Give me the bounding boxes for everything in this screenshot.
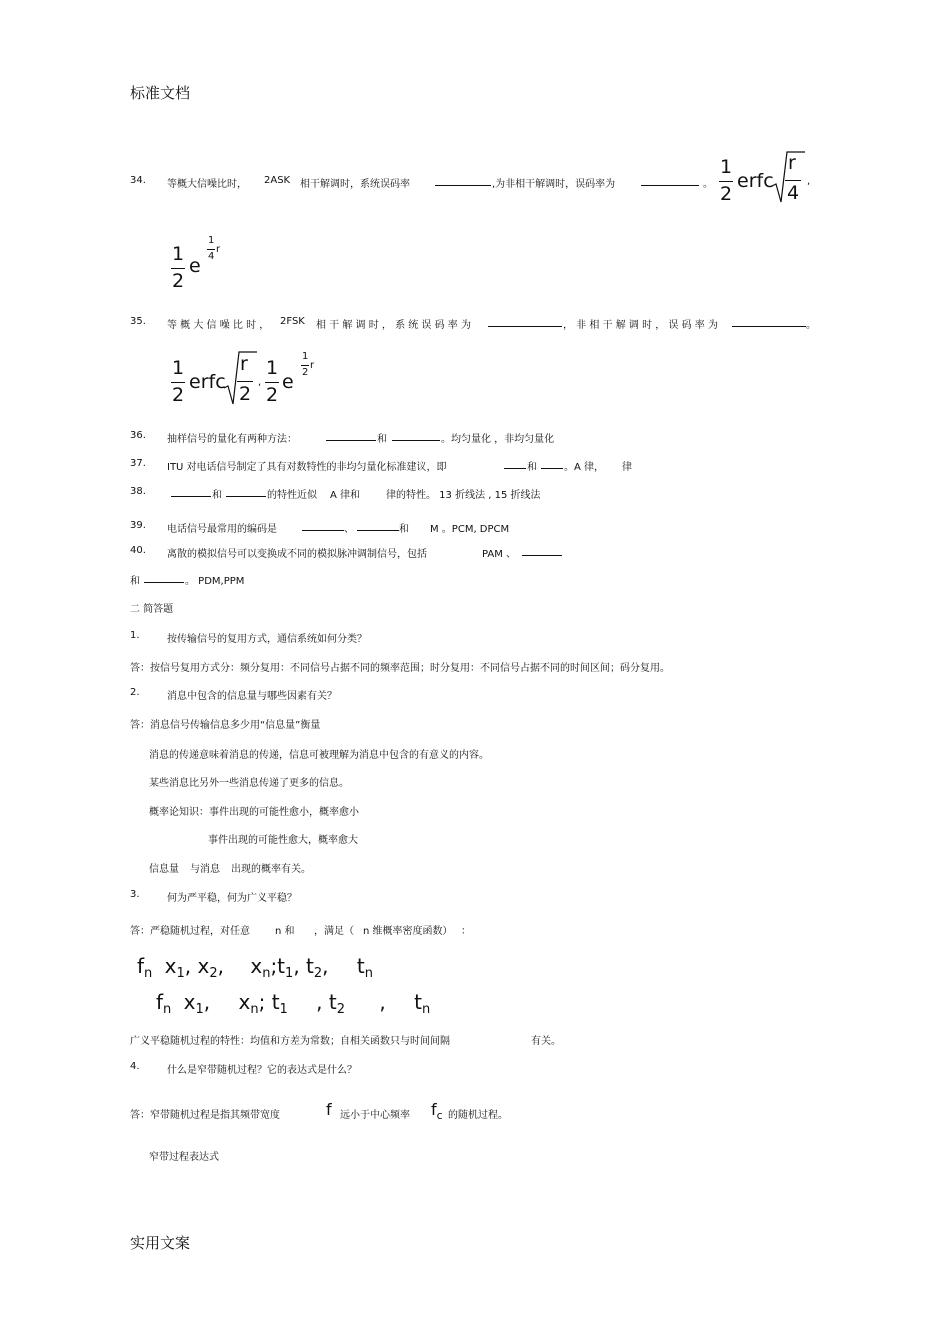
x-symbol: x [164, 954, 177, 978]
question-36-blank-2 [392, 429, 440, 441]
fraction-bar [171, 268, 185, 269]
question-40-text-c: 和 [130, 576, 140, 587]
question-37-text-a: ITU 对电话信号制定了具有对数特性的非均匀量化标准建议，即 [167, 462, 447, 473]
stationarity-formula-line-1 [137, 954, 373, 981]
question-38-blank-2 [226, 485, 266, 497]
question-40-text-b: PAM 、 [482, 549, 517, 560]
question-34-text-d: ,为非相干解调时，误码率为 [492, 179, 616, 190]
fraction-numerator-2: 1 [266, 357, 279, 379]
comma-2: , [379, 990, 386, 1014]
short-answer-3-answer-c: ，满足（ [314, 926, 354, 937]
comma-x: , x [184, 954, 210, 978]
question-34-number: 34. [130, 175, 146, 186]
question-34-text-a: 等概大信噪比时， [167, 179, 247, 190]
fraction-bar [171, 382, 185, 383]
center-frequency-symbol [431, 1100, 443, 1122]
exponent-numerator: 1 [302, 351, 309, 362]
subscript-n: n [163, 1002, 172, 1017]
short-answer-3-number: 3. [130, 889, 140, 900]
section-heading: 二 简答题 [130, 604, 174, 615]
question-37-number: 37. [130, 458, 146, 469]
subscript-n2: n [262, 966, 271, 981]
fraction-numerator: 1 [172, 357, 185, 379]
question-38-blank-1 [171, 485, 211, 497]
page-footer: 实用文案 [130, 1234, 191, 1252]
fraction-denominator: 2 [172, 384, 185, 406]
short-answer-2-answer: 答：消息信号传输信息多少用“信息量”衡量 [130, 720, 321, 731]
short-answer-2-line-5a: 信息量 [149, 864, 179, 875]
question-34-text-c: 相干解调时，系统误码率 [300, 179, 410, 190]
exponent-variable: r [216, 244, 221, 255]
sqrt-fraction-bar [237, 381, 253, 382]
question-40-text-a: 离散的模拟信号可以变换成不同的模拟脉冲调制信号，包括 [167, 549, 427, 560]
erfc-label: erfc [737, 170, 774, 192]
short-answer-2-line-5b: 与消息 [190, 864, 220, 875]
page-header: 标准文档 [130, 84, 191, 102]
question-35-text-b: 2FSK [280, 316, 305, 327]
exponent-variable: r [310, 360, 315, 371]
question-34-text-e: 。 [703, 179, 713, 190]
question-35-blank-2 [732, 315, 806, 327]
question-38-text-b: 和 [212, 490, 222, 501]
sqrt-fraction-bar [785, 180, 801, 181]
fraction-denominator: 2 [172, 270, 185, 292]
question-35-text-e: 。 [806, 320, 816, 331]
question-36-text-b: 和 [377, 434, 387, 445]
question-39-text-b: 、 [344, 524, 354, 535]
question-35-text-c: 相 干 解 调 时 ， 系 统 误 码 率 为 [316, 320, 471, 331]
short-answer-2-line-5c: 出现的概率有关。 [231, 864, 311, 875]
short-answer-2-question: 消息中包含的信息量与哪些因素有关？ [167, 691, 337, 702]
question-39-text-d: M 。PCM, DPCM [430, 524, 510, 535]
subscript-n3: n [421, 1002, 431, 1017]
formula-comma: , [807, 176, 811, 187]
fraction-numerator: 1 [720, 156, 733, 178]
question-38-text-e: 律的特性。 13 折线法 , 15 折线法 [386, 490, 541, 501]
question-38-text-d: A 律和 [330, 490, 361, 501]
comma-2: , [322, 954, 329, 978]
short-answer-4-line-1: 窄带过程表达式 [149, 1152, 219, 1163]
x-symbol-n: x [238, 990, 251, 1014]
question-34-blank-1 [435, 174, 491, 186]
question-40-number: 40. [130, 545, 146, 556]
sqrt-numerator: r [788, 152, 796, 174]
short-answer-4-answer-b: 远小于中心频率 [340, 1110, 410, 1121]
short-answer-3-answer-d: n 维概率密度函数） [363, 926, 453, 937]
sqrt-denominator: 4 [787, 182, 800, 204]
comma-t: , t [316, 990, 337, 1014]
question-40-blank-2 [144, 571, 184, 583]
t-symbol-n: t [414, 990, 422, 1014]
fraction-bar-2 [265, 382, 279, 383]
fraction-numerator: 1 [172, 243, 185, 265]
question-35-text-a: 等 概 大 信 噪 比 时 ， [167, 320, 270, 331]
exponent-bar [207, 249, 215, 250]
t-symbol-n: t [356, 954, 365, 978]
question-36-blank-1 [326, 429, 376, 441]
fraction-denominator: 2 [720, 183, 733, 205]
x-symbol-n: x [250, 954, 263, 978]
question-37-blank-2 [541, 457, 563, 469]
question-36-text-c: 。均匀量化 ，非均匀量化 [441, 434, 555, 445]
short-answer-4-answer-a: 答：窄带随机过程是指其频带宽度 [130, 1110, 280, 1121]
stationarity-formula-line-2 [156, 990, 430, 1017]
short-answer-2-line-2: 某些消息比另外一些消息传递了更多的信息。 [149, 778, 349, 789]
comma: , [217, 954, 224, 978]
subscript-1: 1 [195, 1002, 204, 1017]
fc-subscript: c [436, 1109, 443, 1122]
short-answer-4-answer-c: 的随机过程。 [448, 1110, 508, 1121]
question-39-text-a: 电话信号最常用的编码是 [167, 524, 277, 535]
erfc-label: erfc [189, 371, 226, 393]
question-37-blank-1 [504, 457, 526, 469]
subscript-t1: 1 [279, 1002, 288, 1017]
bandwidth-symbol: f [326, 1100, 332, 1119]
short-answer-3-wide-sense-a: 广义平稳随机过程的特性：均值和方差为常数；自相关函数只与时间间隔 [130, 1036, 450, 1047]
exp-base: e [282, 371, 294, 393]
exponent-denominator: 4 [208, 251, 215, 262]
question-35-text-d: ， 非 相 干 解 调 时 ， 误 码 率 为 [563, 320, 718, 331]
question-39-blank-1 [302, 519, 344, 531]
question-38-number: 38. [130, 486, 146, 497]
fraction-bar [719, 181, 733, 182]
comma: , [203, 990, 211, 1014]
question-37-text-c: 。A 律， [564, 462, 605, 473]
semicolon-t: ;t [270, 954, 286, 978]
question-39-text-c: 和 [399, 524, 409, 535]
short-answer-3-answer-b: n 和 [275, 926, 295, 937]
subscript-n: n [144, 966, 153, 981]
question-37-text-d: 律 [622, 462, 632, 473]
question-37-text-b: 和 [527, 462, 537, 473]
short-answer-1-answer: 答：按信号复用方式分：频分复用：不同信号占据不同的频率范围；时分复用：不同信号占据不同的时间区间；码分复用。 [130, 663, 670, 674]
question-35-number: 35. [130, 316, 146, 327]
subscript-n2: n [250, 1002, 259, 1017]
x-symbol: x [183, 990, 196, 1014]
f-symbol: f [156, 990, 164, 1014]
f-symbol: f [137, 954, 145, 978]
subscript-n3: n [364, 966, 373, 981]
formula-comma: , [258, 377, 262, 388]
subscript-t2: 2 [336, 1002, 346, 1017]
short-answer-4-number: 4. [130, 1061, 140, 1072]
fraction-denominator-2: 2 [266, 384, 279, 406]
fc-f: f [431, 1100, 437, 1119]
short-answer-2-line-3: 概率论知识：事件出现的可能性愈小，概率愈小 [149, 807, 359, 818]
question-35-blank-1 [488, 315, 562, 327]
short-answer-3-question: 何为严平稳，何为广义平稳？ [167, 893, 297, 904]
question-39-blank-2 [357, 519, 399, 531]
exponent-bar [301, 365, 309, 366]
comma-t: , t [293, 954, 314, 978]
short-answer-2-line-1: 消息的传递意味着消息的传递，信息可被理解为消息中包含的有意义的内容。 [149, 750, 489, 761]
short-answer-4-question: 什么是窄带随机过程？它的表达式是什么？ [167, 1065, 357, 1076]
short-answer-2-line-4: 事件出现的可能性愈大，概率愈大 [208, 835, 358, 846]
subscript-1: 1 [176, 966, 185, 981]
sqrt-numerator: r [240, 353, 248, 375]
subscript-2: 2 [209, 966, 218, 981]
exponent-denominator: 2 [302, 367, 309, 378]
question-40-blank-1 [522, 544, 562, 556]
short-answer-3-answer-a: 答：严稳随机过程，对任意 [130, 926, 250, 937]
question-40-text-d: 。 PDM,PPM [185, 576, 245, 587]
short-answer-1-question: 按传输信号的复用方式，通信系统如何分类？ [167, 634, 367, 645]
short-answer-3-answer-e: ： [461, 926, 471, 937]
exponent-numerator: 1 [208, 235, 215, 246]
subscript-t1: 1 [285, 966, 294, 981]
sqrt-denominator: 2 [239, 383, 252, 405]
question-38-text-c: 的特性近似 [267, 490, 317, 501]
question-36-number: 36. [130, 430, 146, 441]
subscript-t2: 2 [313, 966, 323, 981]
question-36-text-a: 抽样信号的量化有两种方法： [167, 434, 297, 445]
short-answer-3-wide-sense-b: 有关。 [531, 1036, 561, 1047]
semicolon-t: ; t [258, 990, 280, 1014]
question-39-number: 39. [130, 520, 146, 531]
short-answer-1-number: 1. [130, 630, 140, 641]
exp-base: e [189, 255, 201, 277]
short-answer-2-number: 2. [130, 687, 140, 698]
question-34-blank-2 [641, 174, 699, 186]
question-34-text-b: 2ASK [264, 175, 291, 186]
